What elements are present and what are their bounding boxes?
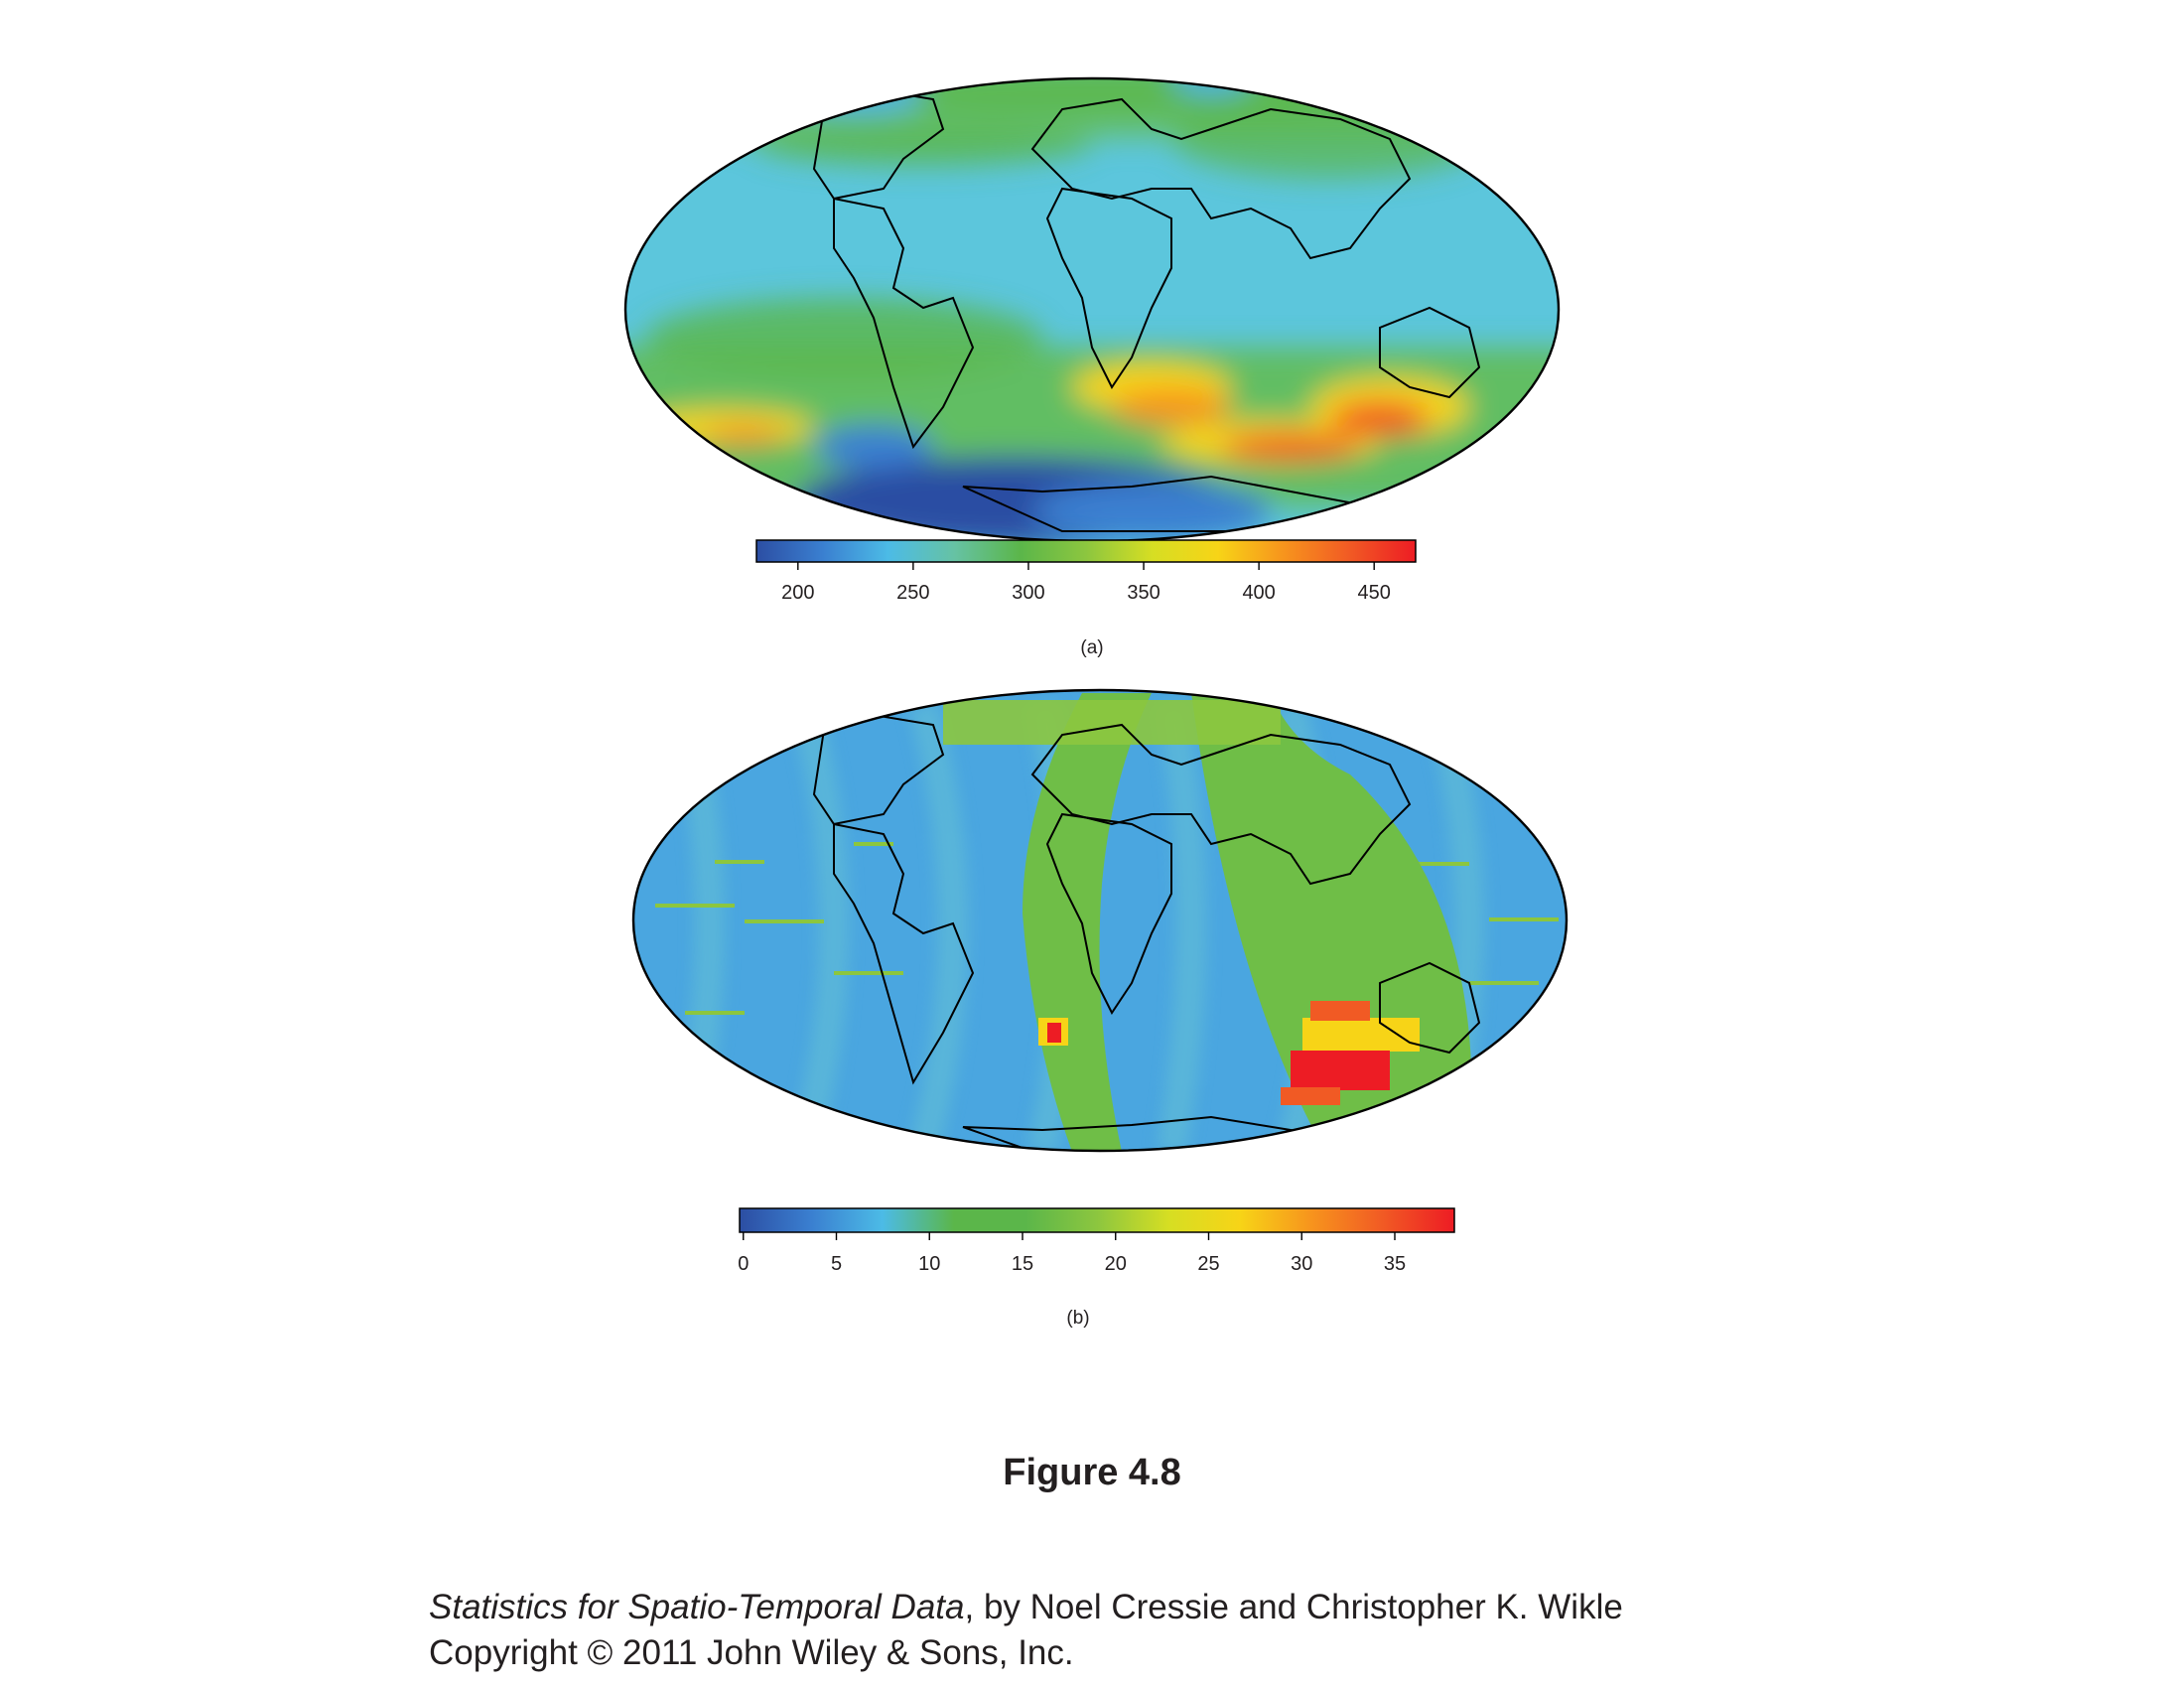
book-title: Statistics for Spatio-Temporal Data [429, 1588, 965, 1626]
colorbar-tick-label: 20 [1104, 1253, 1127, 1275]
colorbar-tick-label: 200 [781, 582, 815, 604]
book-authors: , by Noel Cressie and Christopher K. Wikle [964, 1588, 1623, 1626]
colorbar-a [756, 540, 1416, 604]
colorbar-tick-label: 250 [896, 582, 930, 604]
map-b-field [596, 685, 1588, 1162]
colorbar-tick-label: 15 [1011, 1253, 1034, 1275]
colorbar-tick-label: 10 [918, 1253, 941, 1275]
panel-b-label: (b) [1066, 1308, 1090, 1329]
panel-a-label: (a) [1080, 637, 1104, 658]
colorbar-tick-label: 300 [1012, 582, 1045, 604]
colorbar-tick-label: 30 [1291, 1253, 1313, 1275]
colorbar-b-ticks [738, 1232, 1406, 1275]
colorbar-tick-label: 5 [830, 1253, 843, 1275]
colorbar-b [738, 1208, 1454, 1275]
map-panel-b [596, 685, 1588, 1340]
map-panel-a [596, 50, 1588, 665]
map-a-field [596, 50, 1588, 566]
colorbar-tick-label: 35 [1383, 1253, 1407, 1275]
colorbar-tick-label: 400 [1242, 582, 1276, 604]
figure-title: Figure 4.8 [1003, 1452, 1181, 1493]
colorbar-tick-label: 350 [1127, 582, 1160, 604]
book-credit [429, 1585, 1623, 1630]
colorbar-tick-label: 25 [1197, 1253, 1220, 1275]
colorbar-tick-label: 0 [738, 1253, 750, 1275]
copyright-line: Copyright © 2011 John Wiley & Sons, Inc. [429, 1633, 1074, 1672]
colorbar-a-ticks [781, 562, 1391, 604]
colorbar-tick-label: 450 [1357, 582, 1391, 604]
